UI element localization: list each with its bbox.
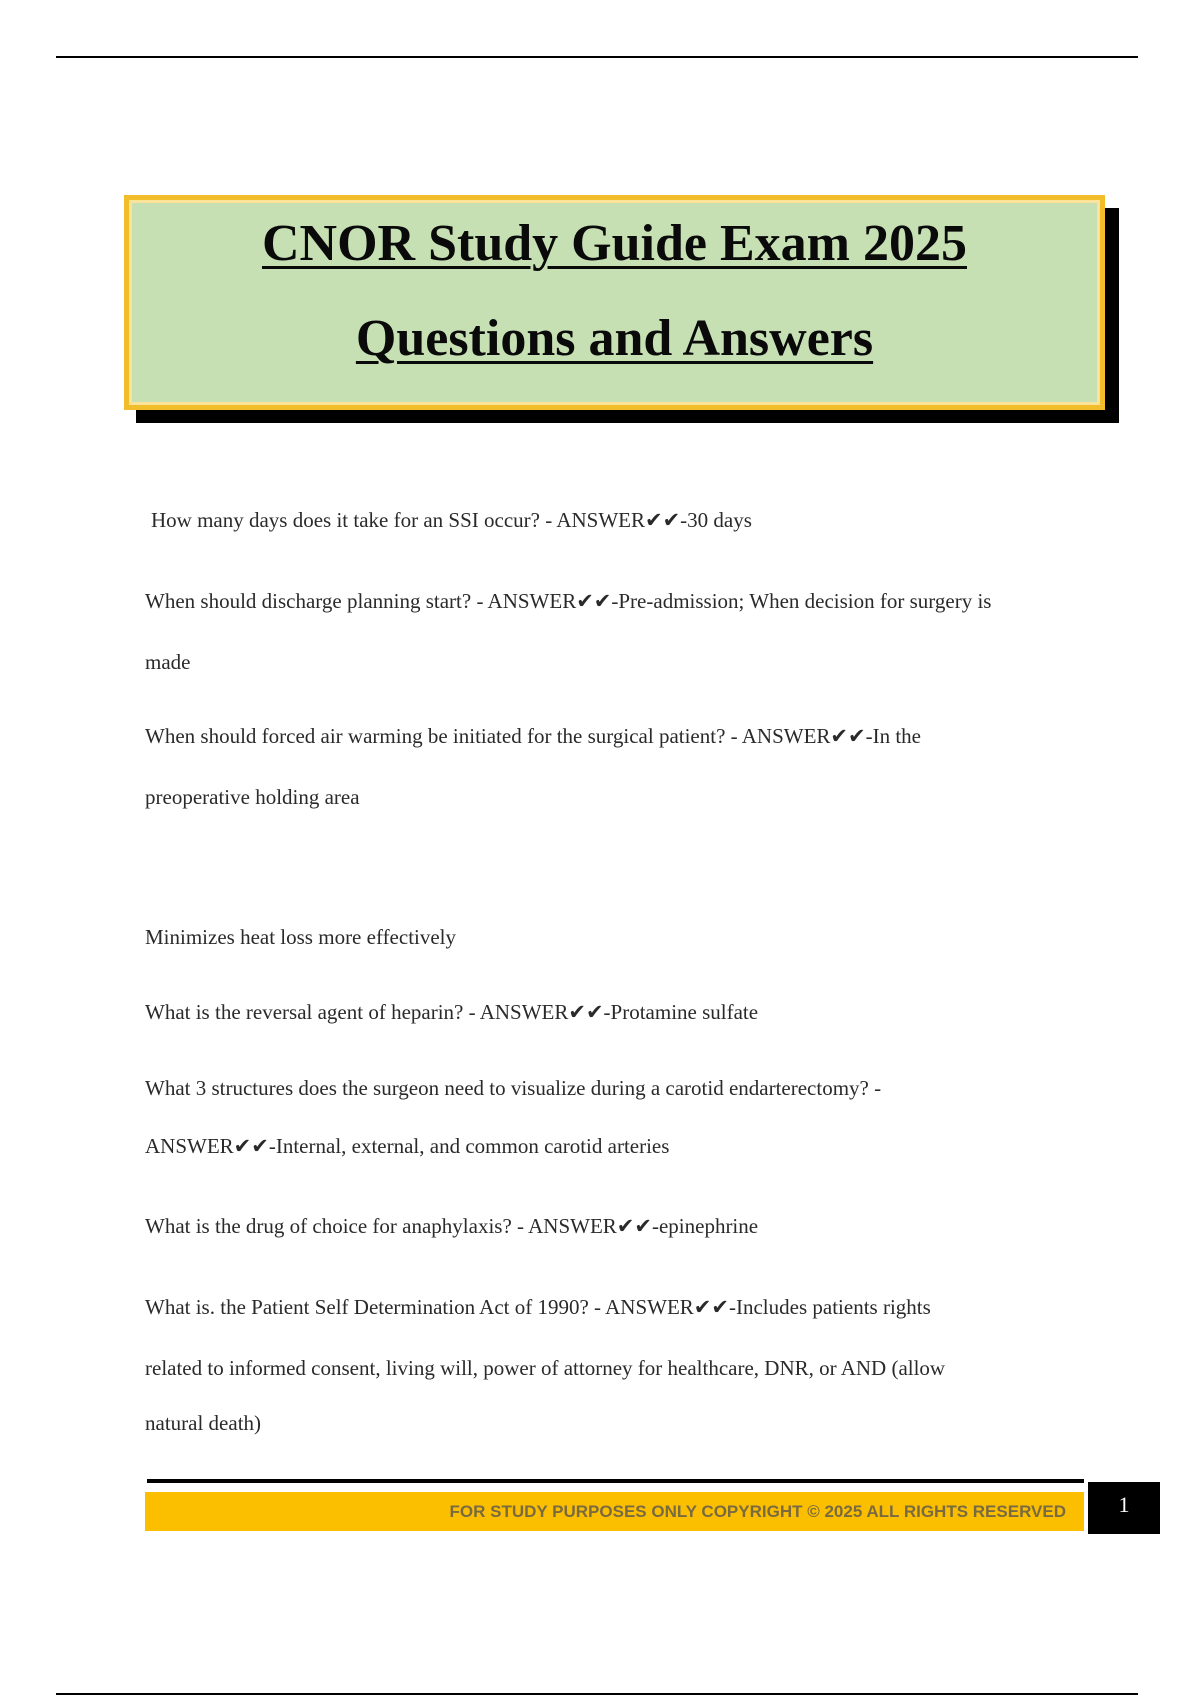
qa-line: What is. the Patient Self Determination Act of 1990? - ANSWER✔✔-Includes patients rights [145, 1295, 931, 1319]
qa-line: What is the reversal agent of heparin? - ANSWER✔✔-Protamine sulfate [145, 1000, 759, 1024]
qa-line: How many days does it take for an SSI occur? - ANSWER✔✔-30 days [151, 508, 752, 532]
qa-line: When should forced air warming be initiated for the surgical patient? - ANSWER✔✔-In the [145, 724, 921, 748]
qa-line: made [145, 650, 191, 674]
page-number: 1 [1088, 1482, 1160, 1534]
footer-copyright: FOR STUDY PURPOSES ONLY COPYRIGHT © 2025 ALL RIGHTS RESERVED [449, 1502, 1066, 1521]
footer-rule [147, 1479, 1084, 1483]
footer-bar [145, 1492, 1084, 1531]
qa-line: What is the drug of choice for anaphylaxis? - ANSWER✔✔-epinephrine [145, 1214, 759, 1238]
title-box [124, 195, 1105, 410]
qa-line: preoperative holding area [145, 785, 360, 809]
qa-line: When should discharge planning start? - ANSWER✔✔-Pre-admission; When decision for surgery is [145, 589, 992, 613]
top-rule [56, 56, 1138, 58]
title-line-2: Questions and Answers [355, 310, 874, 367]
qa-line: Minimizes heat loss more effectively [145, 925, 457, 949]
qa-line: natural death) [145, 1411, 262, 1435]
qa-line: What 3 structures does the surgeon need to visualize during a carotid endarterectomy? - [145, 1076, 882, 1100]
bottom-rule [56, 1693, 1138, 1695]
title-line-1: CNOR Study Guide Exam 2025 [262, 215, 967, 272]
qa-line: ANSWER✔✔-Internal, external, and common carotid arteries [145, 1134, 670, 1158]
qa-line: related to informed consent, living will, power of attorney for healthcare, DNR, or AND (allow [145, 1356, 946, 1380]
